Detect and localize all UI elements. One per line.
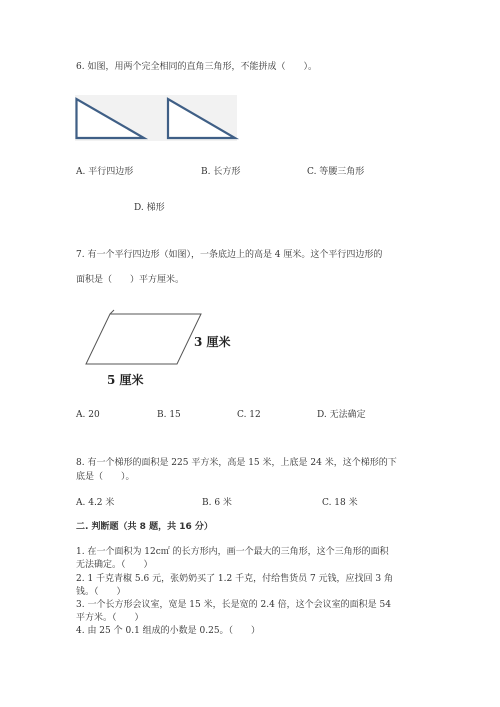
q6-option-d[interactable]: D. 梯形 — [134, 203, 165, 213]
q7-stem-line1: 7. 有一个平行四边形（如图），一条底边上的高是 4 厘米。这个平行四边形的 — [76, 250, 383, 260]
tf-item-4-line1: 4. 由 25 个 0.1 组成的小数是 0.25。（ ） — [76, 626, 261, 636]
q7-option-c[interactable]: C. 12 — [237, 410, 261, 420]
q8-stem-line2: 底是（ ）。 — [76, 472, 135, 482]
tf-item-3-line1: 3. 一个长方形会议室，宽是 15 米，长是宽的 2.4 倍，这个会议室的面积是 54 — [76, 600, 391, 610]
q7-option-d[interactable]: D. 无法确定 — [317, 410, 366, 420]
section2-heading: 二. 判断题（共 8 题，共 16 分） — [76, 522, 213, 532]
base-label: 5 厘米 — [107, 373, 144, 387]
q7-option-a[interactable]: A. 20 — [76, 410, 100, 420]
q6-option-a[interactable]: A. 平行四边形 — [76, 167, 134, 177]
tf-item-2-line1: 2. 1 千克青椒 5.6 元，张奶奶买了 1.2 千克，付给售货员 7 元钱，应找回 3 角 — [76, 574, 394, 584]
q6-option-c[interactable]: C. 等腰三角形 — [307, 167, 365, 177]
q6-option-b[interactable]: B. 长方形 — [201, 167, 241, 177]
tf-item-3-line2: 平方米。（ ） — [76, 613, 144, 623]
q7-option-b[interactable]: B. 15 — [157, 410, 181, 420]
height-mark — [110, 310, 114, 314]
tf-item-1-line1: 1. 在一个面积为 12c㎡ 的长方形内，画一个最大的三角形，这个三角形的面积 — [76, 547, 389, 557]
q8-stem-line1: 8. 有一个梯形的面积是 225 平方米，高是 15 米，上底是 24 米，这个梯形的下 — [76, 458, 397, 468]
q6-stem: 6. 如图，用两个完全相同的直角三角形，不能拼成（ ）。 — [76, 62, 317, 72]
q7-parallelogram-figure — [86, 308, 246, 388]
side-label: 3 厘米 — [194, 335, 231, 349]
q8-option-c[interactable]: C. 18 米 — [322, 498, 358, 508]
q8-option-a[interactable]: A. 4.2 米 — [76, 498, 115, 508]
tf-item-2-line2: 钱。（ ） — [76, 587, 126, 597]
parallelogram-shape — [86, 314, 201, 364]
q8-option-b[interactable]: B. 6 米 — [202, 498, 232, 508]
q7-stem-line2: 面积是（ ）平方厘米。 — [76, 275, 185, 285]
tf-item-1-line2: 无法确定。（ ） — [76, 560, 153, 570]
q6-figure — [75, 95, 237, 141]
